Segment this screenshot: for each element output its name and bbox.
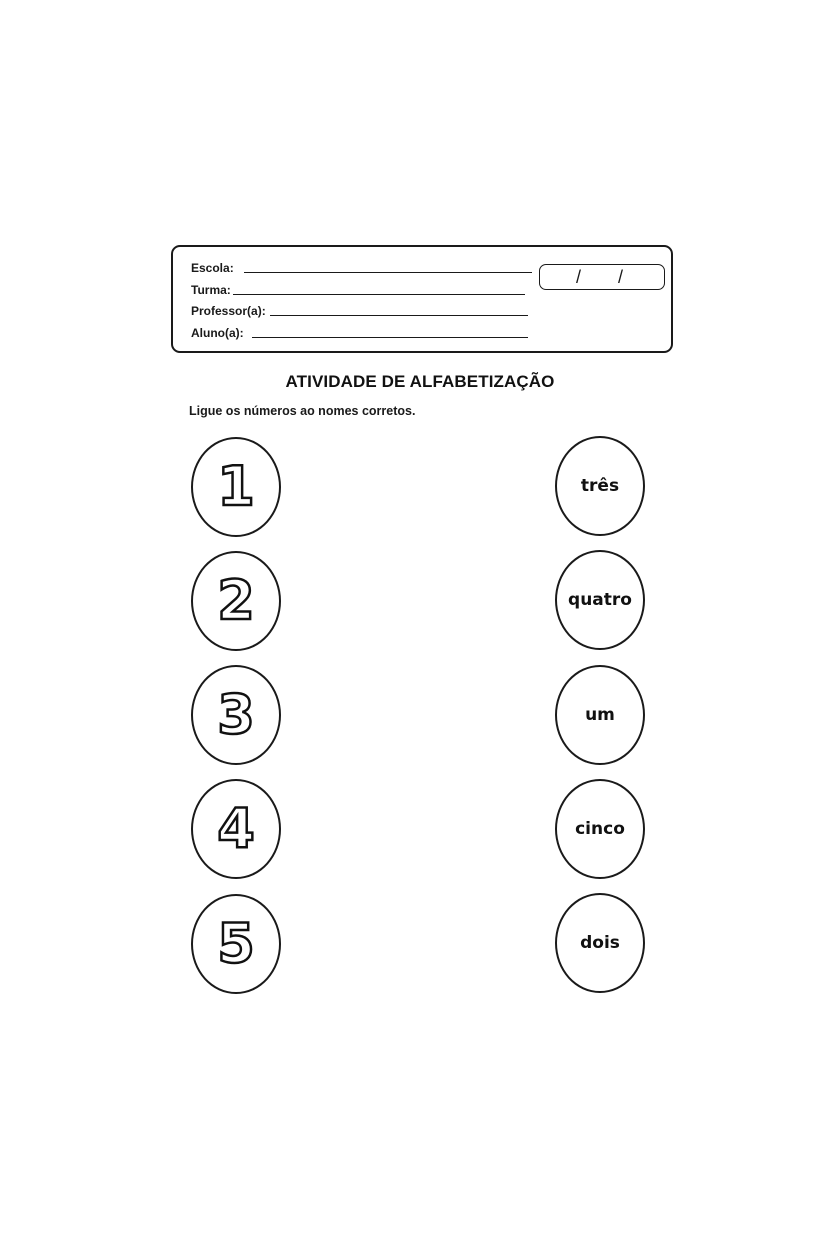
word-circle-4[interactable]	[555, 779, 645, 879]
teacher-field	[191, 304, 528, 318]
student-input-line[interactable]	[252, 336, 528, 338]
number-label: 3	[217, 683, 255, 746]
school-field	[191, 261, 532, 275]
class-field	[191, 283, 525, 297]
word-circle-2[interactable]	[555, 550, 645, 650]
number-circle-3[interactable]	[191, 665, 281, 765]
date-box[interactable]	[539, 264, 665, 290]
student-field	[191, 326, 528, 340]
number-circle-2[interactable]	[191, 551, 281, 651]
word-circle-1[interactable]	[555, 436, 645, 536]
word-label: dois	[580, 933, 620, 953]
page-title: ATIVIDADE DE ALFABETIZAÇÃO	[285, 372, 555, 391]
instruction-text: Ligue os números ao nomes corretos.	[189, 404, 416, 418]
word-circle-3[interactable]	[555, 665, 645, 765]
school-input-line[interactable]	[244, 271, 532, 273]
number-label: 1	[217, 455, 255, 518]
word-label: quatro	[568, 590, 632, 610]
date-slash-1: /	[576, 267, 582, 287]
class-label: Turma:	[191, 283, 231, 297]
number-label: 5	[217, 912, 255, 975]
number-label: 2	[217, 569, 255, 632]
school-label: Escola:	[191, 261, 234, 275]
teacher-label: Professor(a):	[191, 304, 266, 318]
number-circle-5[interactable]	[191, 894, 281, 994]
word-label: cinco	[575, 819, 625, 839]
word-circle-5[interactable]	[555, 893, 645, 993]
date-slash-2: /	[618, 267, 624, 287]
number-circle-4[interactable]	[191, 779, 281, 879]
student-label: Aluno(a):	[191, 326, 244, 340]
class-input-line[interactable]	[233, 293, 525, 295]
number-label: 4	[217, 797, 255, 860]
teacher-input-line[interactable]	[270, 314, 528, 316]
number-circle-1[interactable]	[191, 437, 281, 537]
header-box	[171, 245, 673, 353]
word-label: um	[585, 705, 615, 725]
word-label: três	[580, 476, 620, 496]
